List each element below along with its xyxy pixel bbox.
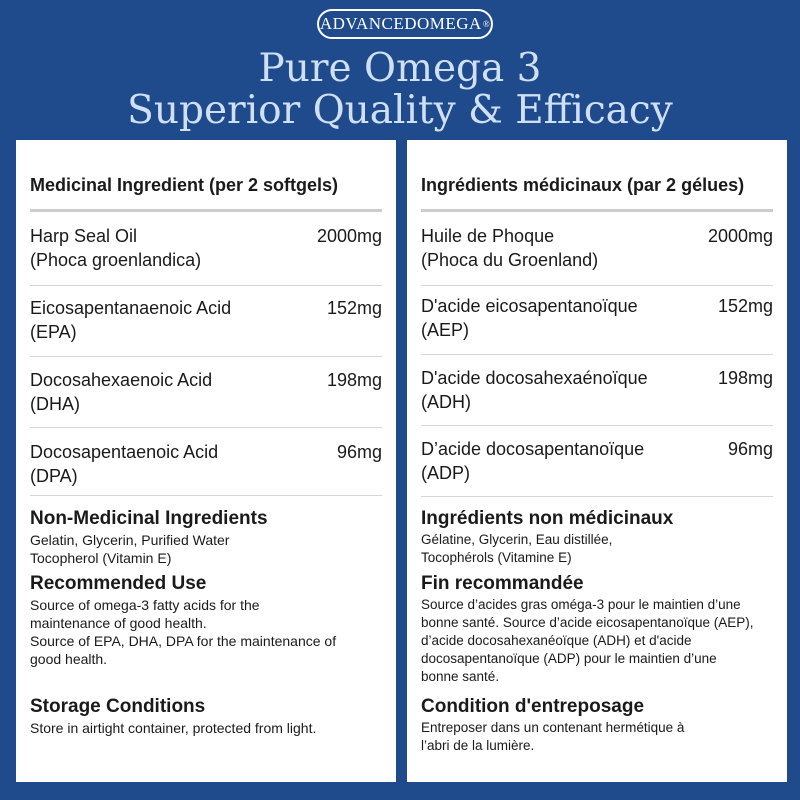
section-text: Store in airtight container, protected from light. <box>30 720 317 736</box>
row-divider <box>30 495 382 496</box>
ingredient-row <box>30 440 382 488</box>
section-text: Source of EPA, DHA, DPA for the maintenance of <box>30 633 337 649</box>
ingredient-amount: 198mg <box>717 368 773 388</box>
ingredient-name: Eicosapentanaenoic Acid <box>30 298 232 318</box>
row-divider <box>30 427 382 428</box>
ingredient-row <box>421 366 773 414</box>
ingredient-row <box>30 368 382 416</box>
ingredient-abbrev: (ADP) <box>421 463 470 483</box>
ingredient-latin-name: (Phoca du Groenland) <box>421 250 599 270</box>
ingredient-name: Docosahexaenoic Acid <box>30 370 213 390</box>
section-text: docosapentanoïque (ADP) pour le maintien d’une <box>421 651 717 666</box>
section-text: maintenance of good health. <box>30 615 207 631</box>
ingredient-abbrev: (EPA) <box>30 322 77 342</box>
section-title: Condition d'entreposage <box>421 696 645 717</box>
recommended-use-section <box>30 572 386 668</box>
ingredient-amount: 198mg <box>326 370 382 390</box>
section-title: Fin recommandée <box>421 573 584 594</box>
section-title: Storage Conditions <box>30 696 206 717</box>
ingredient-row <box>421 224 773 272</box>
section-text: Source of omega-3 fatty acids for the <box>30 597 260 613</box>
non-medicinal-section <box>30 507 386 567</box>
section-text: Tocophérols (Vitamine E) <box>421 550 572 565</box>
ingredient-name: Docosapentaenoic Acid <box>30 442 219 462</box>
section-text: Tocopherol (Vitamin E) <box>30 550 172 566</box>
section-text: Gelatin, Glycerin, Purified Water <box>30 532 230 548</box>
section-text: bonne santé. Source d’acide eicosapentanoïque (AEP), <box>421 615 754 630</box>
brand-logo <box>317 9 493 39</box>
row-divider <box>421 285 773 286</box>
non-medicinal-section <box>421 507 777 567</box>
row-divider <box>421 425 773 426</box>
french-panel <box>407 140 787 782</box>
row-divider <box>421 354 773 355</box>
ingredient-row <box>421 294 773 342</box>
header-divider <box>30 209 382 212</box>
ingredient-row <box>30 224 382 272</box>
section-text: good health. <box>30 651 108 667</box>
recommended-use-section <box>421 572 777 686</box>
ingredient-name: D'acide docosahexaénoïque <box>421 368 648 388</box>
section-text: Entreposer dans un contenant hermétique à <box>421 720 685 735</box>
row-divider <box>30 356 382 357</box>
ingredient-amount: 96mg <box>336 442 382 462</box>
ingredient-latin-name: (Phoca groenlandica) <box>30 250 202 270</box>
english-panel <box>16 140 396 782</box>
section-title: Non-Medicinal Ingredients <box>30 508 268 529</box>
ingredient-name: D'acide eicosapentanoïque <box>421 296 638 316</box>
headline-line-2: Superior Quality & Efficacy <box>127 88 673 133</box>
registered-mark: ® <box>482 19 491 29</box>
storage-section <box>30 695 386 737</box>
section-text: bonne santé. <box>421 669 500 684</box>
ingredient-name: Harp Seal Oil <box>30 226 138 246</box>
section-text: d’acide docosahexanéoïque (ADH) et d'acide <box>421 633 692 648</box>
header-divider <box>421 209 773 212</box>
ingredient-abbrev: (AEP) <box>421 320 470 340</box>
ingredient-row <box>421 437 773 485</box>
headline-line-1: Pure Omega 3 <box>258 46 542 91</box>
ingredient-amount: 152mg <box>326 298 382 318</box>
ingredient-name: Huile de Phoque <box>421 226 555 246</box>
section-title: Ingrédients non médicinaux <box>421 508 674 529</box>
section-text: l’abri de la lumière. <box>421 738 535 753</box>
row-divider <box>421 496 773 497</box>
ingredient-abbrev: (DPA) <box>30 466 78 486</box>
section-text: Source d’acides gras oméga-3 pour le maintien d’une <box>421 597 741 612</box>
ingredient-amount: 2000mg <box>707 226 773 246</box>
ingredient-name: D’acide docosapentanoïque <box>421 439 645 459</box>
row-divider <box>30 285 382 286</box>
ingredient-row <box>30 296 382 344</box>
ingredient-amount: 96mg <box>727 439 773 459</box>
storage-section <box>421 695 777 755</box>
english-ingredients-header: Medicinal Ingredient (per 2 softgels) <box>30 175 339 195</box>
section-text: Gélatine, Glycerin, Eau distillée, <box>421 532 613 547</box>
ingredient-amount: 2000mg <box>316 226 382 246</box>
ingredient-amount: 152mg <box>717 296 773 316</box>
french-ingredients-header: Ingrédients médicinaux (par 2 gélues) <box>421 175 745 195</box>
brand-logo-text: ADVANCEDOMEGA <box>319 14 482 33</box>
section-title: Recommended Use <box>30 573 207 594</box>
ingredient-abbrev: (ADH) <box>421 392 471 412</box>
ingredient-abbrev: (DHA) <box>30 394 80 414</box>
